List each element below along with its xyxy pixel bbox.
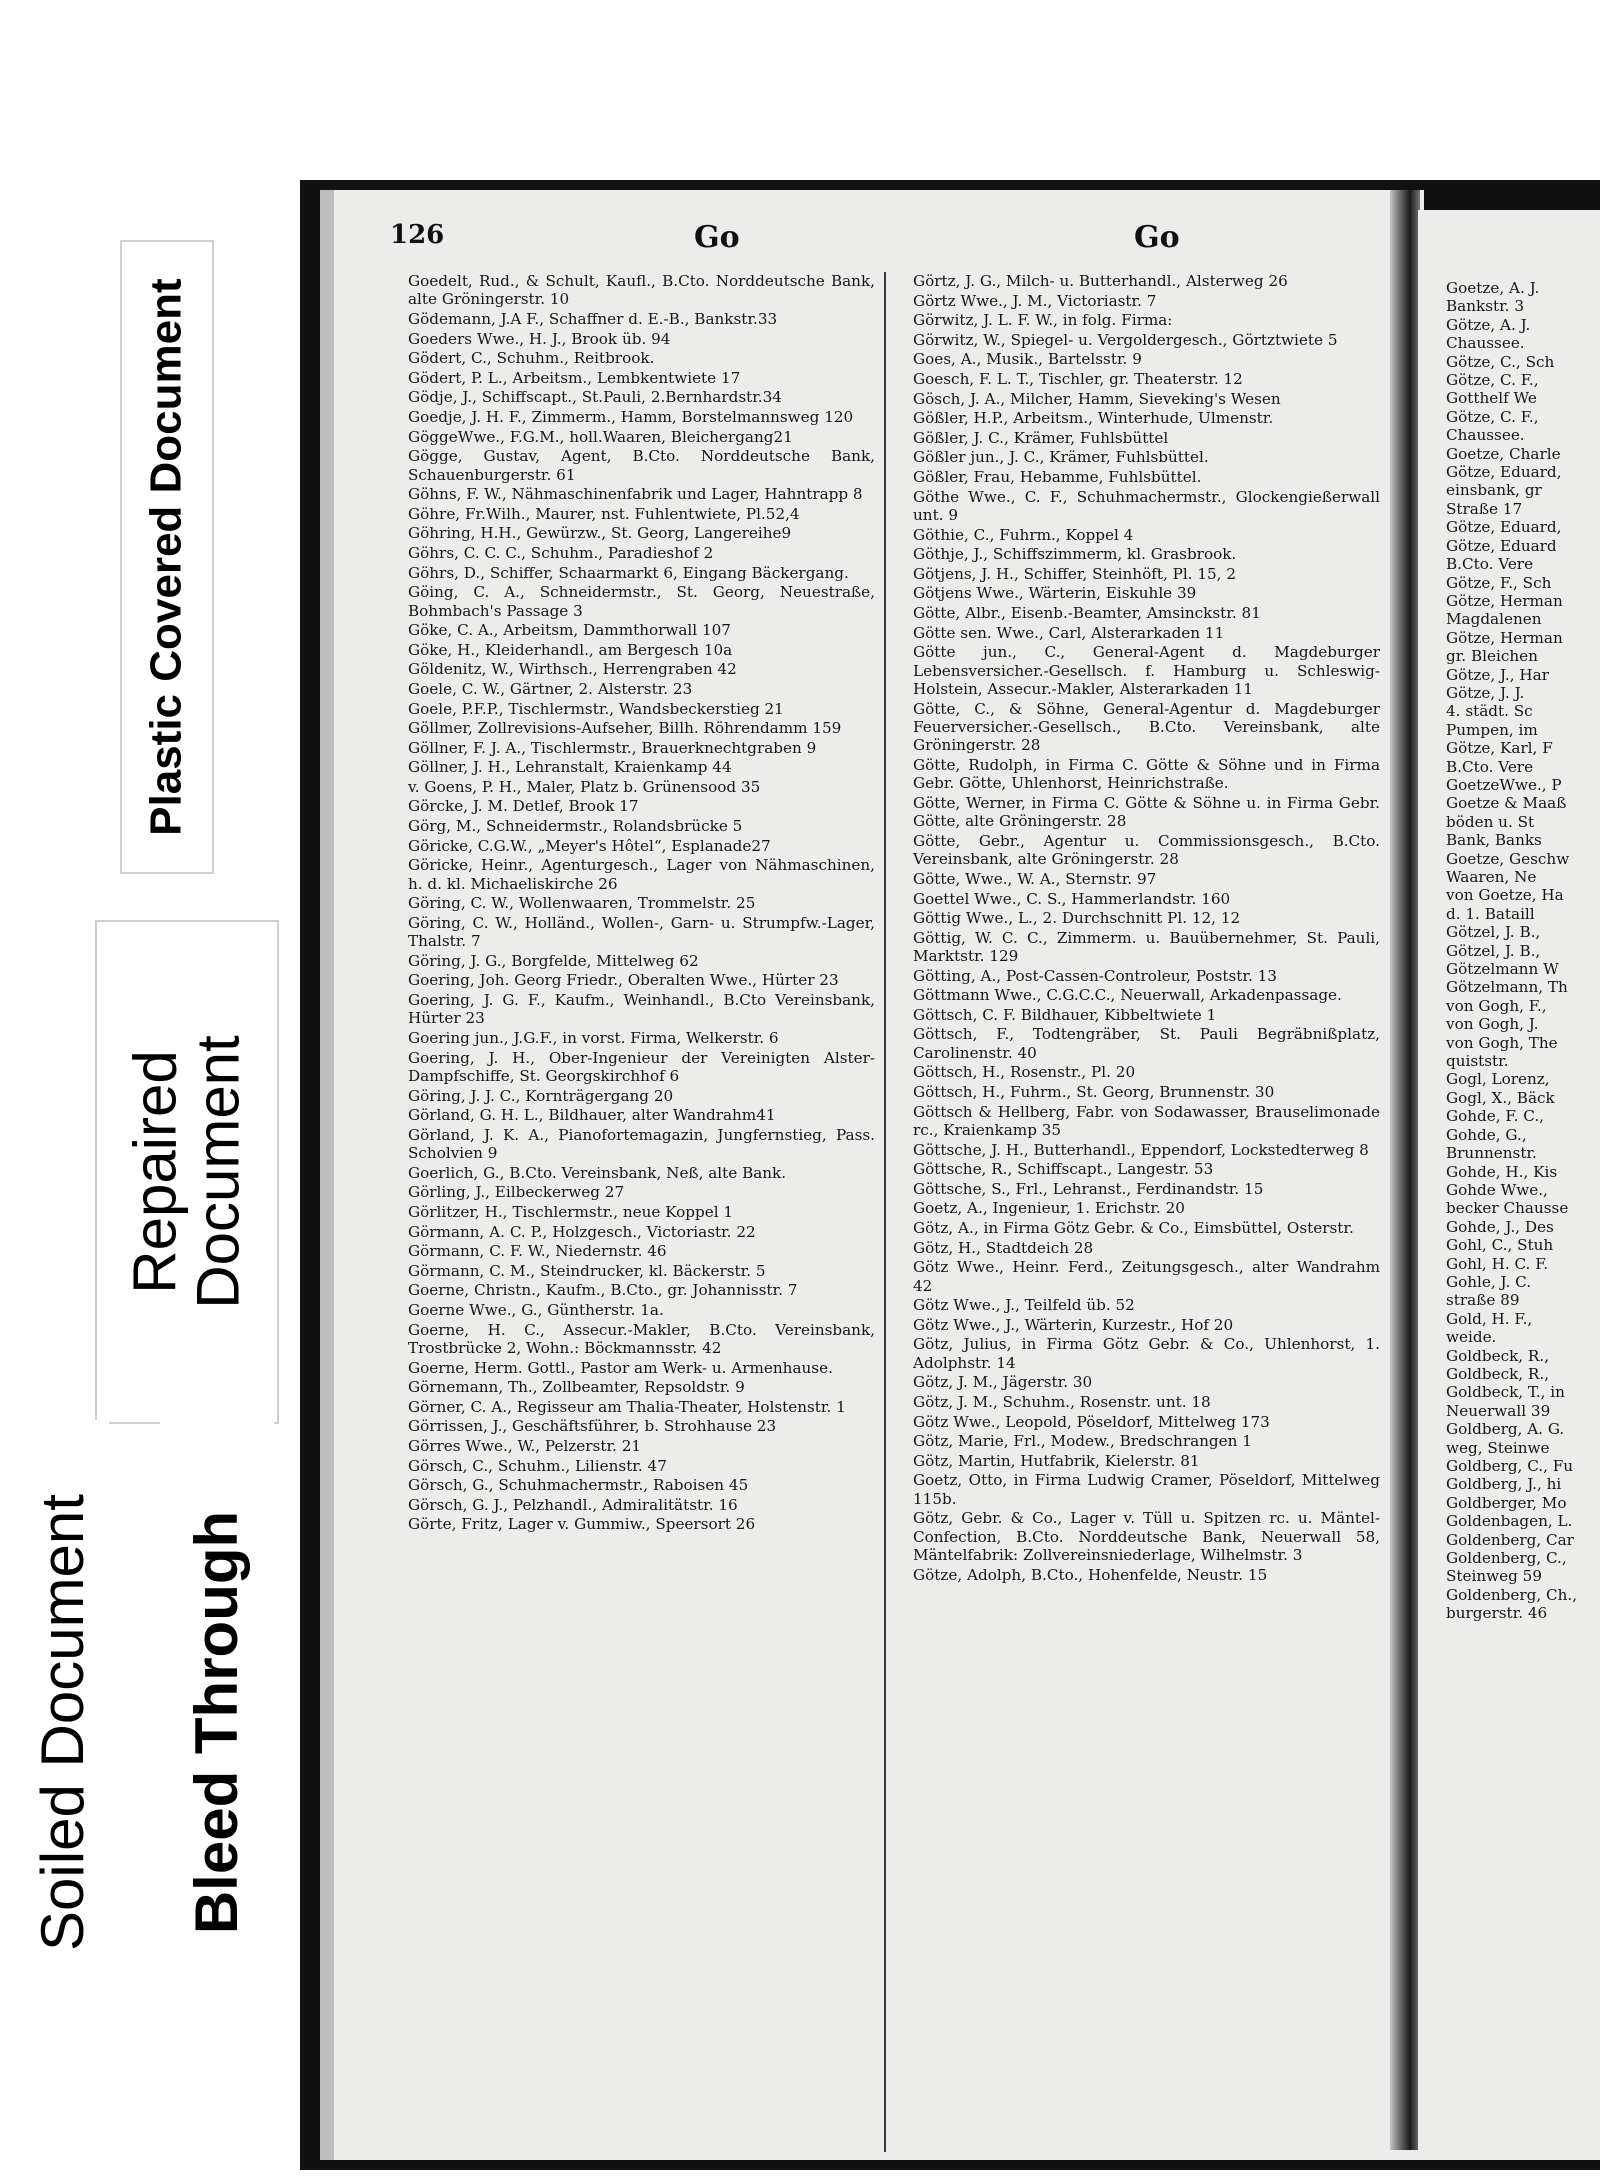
- directory-entry: Götze, C., Sch: [1446, 352, 1555, 371]
- directory-entry: Götze, F., Sch: [1446, 573, 1552, 592]
- directory-entry: Steinweg 59: [1446, 1567, 1542, 1586]
- directory-entry: d. 1. Bataill: [1446, 904, 1535, 923]
- column-divider: [884, 272, 886, 2152]
- directory-entry: von Gogh, F.,: [1446, 996, 1547, 1015]
- directory-entry: Görling, J., Eilbeckerweg 27: [408, 1183, 625, 1202]
- directory-entry: Göttig Wwe., L., 2. Durchschnitt Pl. 12, 12: [913, 909, 1241, 928]
- directory-entry: Götze, J. J.: [1446, 683, 1525, 702]
- directory-entry: Götze, Adolph, B.Cto., Hohenfelde, Neustr. 15: [913, 1565, 1268, 1584]
- directory-entry: Goes, A., Musik., Bartelsstr. 9: [913, 350, 1142, 369]
- directory-entry: böden u. St: [1446, 812, 1535, 831]
- directory-entry: becker Chausse: [1446, 1199, 1569, 1218]
- directory-entry: Görrissen, J., Geschäftsführer, b. Strohhause 23: [408, 1417, 777, 1436]
- directory-entry: weide.: [1446, 1328, 1497, 1347]
- directory-entry: Bank, Banks: [1446, 831, 1542, 850]
- directory-entry: Goldbeck, R.,: [1446, 1364, 1550, 1383]
- directory-entry: Götze, C. F.,: [1446, 407, 1539, 426]
- right-column-header: Go: [1134, 220, 1180, 255]
- book-gutter: [1390, 190, 1420, 2150]
- directory-entry: Götz, H., Stadtdeich 28: [913, 1238, 1094, 1257]
- soiled-text: Soiled Document: [28, 1493, 96, 1951]
- directory-entry: Görres Wwe., W., Pelzerstr. 21: [408, 1436, 642, 1455]
- directory-entry: Göttsch, F., Todtengräber, St. Pauli Begräbnißplatz, Carolinenstr. 40: [913, 1025, 1380, 1062]
- directory-entry: Götze, Eduard: [1446, 536, 1557, 555]
- directory-entry: Goetze, A. J.: [1446, 279, 1540, 297]
- soiled-label: [15, 1420, 109, 2024]
- directory-entry: Gögge, Gustav, Agent, B.Cto. Norddeutsche Bank, Schauenburgerstr. 61: [408, 447, 875, 484]
- directory-entry: Goedje, J. H. F., Zimmerm., Hamm, Borstelmannsweg 120: [408, 407, 854, 426]
- directory-entry: einsbank, gr: [1446, 481, 1542, 500]
- repaired-label: [95, 920, 279, 1424]
- directory-entry: Götze, Herman: [1446, 628, 1563, 647]
- directory-entry: Götz Wwe., J., Wärterin, Kurzestr., Hof 20: [913, 1315, 1234, 1334]
- directory-entry: Goerne Wwe., G., Güntherstr. 1a.: [408, 1300, 664, 1319]
- directory-entry: Göhring, H.H., Gewürzw., St. Georg, Langereihe9: [408, 524, 792, 543]
- directory-entry: Götz, A., in Firma Götz Gebr. & Co., Eimsbüttel, Osterstr.: [913, 1219, 1354, 1238]
- directory-entry: Gödje, J., Schiffscapt., St.Pauli, 2.Bernhardstr.34: [408, 388, 782, 407]
- directory-entry: Götze, Eduard,: [1446, 463, 1562, 482]
- directory-entry: Göing, C. A., Schneidermstr., St. Georg, Neuestraße, Bohmbach's Passage 3: [408, 583, 875, 620]
- directory-entry: Götz, Gebr. & Co., Lager v. Tüll u. Spitzen rc. u. Mäntel-Confection, B.Cto. Norddeutsche Bank, Neuerwall 58, Mäntelfabrik: Zollvereinsniederlage, Wilhelmstr. 3: [913, 1509, 1380, 1565]
- directory-entry: Goele, P.F.P., Tischlermstr., Wandsbeckerstieg 21: [408, 699, 784, 718]
- left-column-header: Go: [694, 220, 740, 255]
- directory-entry: B.Cto. Vere: [1446, 555, 1534, 574]
- directory-entry: Waaren, Ne: [1446, 868, 1537, 886]
- directory-entry: Göllner, J. H., Lehranstalt, Kraienkamp 44: [408, 758, 732, 777]
- directory-entry: Götz Wwe., Heinr. Ferd., Zeitungsgesch., alter Wandrahm 42: [913, 1258, 1380, 1295]
- directory-entry: Götz, Julius, in Firma Götz Gebr. & Co., Uhlenhorst, 1. Adolphstr. 14: [913, 1335, 1380, 1372]
- directory-entry: Göttsch, H., Fuhrm., St. Georg, Brunnenstr. 30: [913, 1083, 1275, 1102]
- directory-entry: Götze, Herman: [1446, 591, 1563, 610]
- directory-entry: Göttsche, S., Frl., Lehranst., Ferdinandstr. 15: [913, 1179, 1264, 1198]
- directory-entry: Gößler, J. C., Krämer, Fuhlsbüttel: [913, 428, 1169, 447]
- directory-entry: Goldenberg, C.,: [1446, 1549, 1567, 1568]
- directory-entry: Göring, J. G., Borgfelde, Mittelweg 62: [408, 951, 699, 970]
- directory-entry: Göllner, F. J. A., Tischlermstr., Brauerknechtgraben 9: [408, 738, 817, 757]
- directory-entry: Goering, J. H., Ober-Ingenieur der Vereinigten Alster-Dampfschiffe, St. Georgskirchhof 6: [408, 1048, 875, 1086]
- directory-entry: Görmann, C. M., Steindrucker, kl. Bäckerstr. 5: [408, 1261, 766, 1280]
- directory-entry: Göllmer, Zollrevisions-Aufseher, Billh. Röhrendamm 159: [408, 719, 842, 738]
- directory-entry: Göttsch, H., Rosenstr., Pl. 20: [913, 1063, 1136, 1082]
- directory-entry: Götz, J. M., Jägerstr. 30: [913, 1373, 1093, 1392]
- directory-entry: Goetze, Charle: [1446, 444, 1561, 463]
- directory-entry: Gohle, J. C.: [1446, 1272, 1532, 1291]
- directory-entry: Göldenitz, W., Wirthsch., Herrengraben 42: [408, 660, 737, 679]
- directory-entry: Goldberg, A. G.: [1446, 1420, 1565, 1439]
- directory-entry: Göttsche, R., Schiffscapt., Langestr. 53: [913, 1160, 1214, 1179]
- directory-entry: Göhrs, C. C. C., Schuhm., Paradieshof 2: [408, 543, 714, 562]
- directory-entry: Görmann, A. C. P., Holzgesch., Victoriastr. 22: [408, 1222, 756, 1241]
- repaired-text: [124, 1035, 250, 1308]
- directory-entry: Götze, Karl, F: [1446, 739, 1553, 758]
- directory-entry: Gößler jun., J. C., Krämer, Fuhlsbüttel.: [913, 448, 1209, 467]
- directory-entry: Gößler, Frau, Hebamme, Fuhlsbüttel.: [913, 467, 1202, 486]
- directory-entry: quiststr.: [1446, 1052, 1509, 1071]
- directory-entry: Göricke, C.G.W., „Meyer's Hôtel“, Esplanade27: [408, 836, 771, 855]
- directory-entry: Goering, Joh. Georg Friedr., Oberalten Wwe., Hürter 23: [408, 971, 839, 990]
- directory-entry: Göthje, J., Schiffszimmerm, kl. Grasbrook.: [913, 545, 1237, 564]
- directory-entry: Götjens Wwe., Wärterin, Eiskuhle 39: [913, 584, 1197, 603]
- directory-entry: von Goetze, Ha: [1446, 886, 1564, 905]
- directory-entry: Goldenberg, Car: [1446, 1530, 1574, 1549]
- directory-entry: Göhrs, D., Schiffer, Schaarmarkt 6, Eingang Bäckergang.: [408, 563, 849, 582]
- directory-entry: Gogl, Lorenz,: [1446, 1070, 1550, 1089]
- directory-entry: Göttsch & Hellberg, Fabr. von Sodawasser, Brauselimonade rc., Kraienkamp 35: [913, 1102, 1380, 1140]
- bleed-through-text: Bleed Through: [183, 1510, 251, 1934]
- right-column: [895, 272, 1380, 1585]
- directory-entry: Göring, C. W., Wollenwaaren, Trommelstr. 25: [408, 894, 756, 913]
- directory-entry: Goettel Wwe., C. S., Hammerlandstr. 160: [913, 889, 1231, 908]
- directory-entry: Gösch, J. A., Milcher, Hamm, Sieveking's Wesen: [913, 389, 1281, 408]
- directory-entry: Goeders Wwe., H. J., Brook üb. 94: [408, 329, 671, 348]
- directory-entry: Göttig, W. C. C., Zimmerm. u. Bauübernehmer, St. Pauli, Marktstr. 129: [913, 928, 1380, 966]
- directory-entry: Gohl, H. C. F.: [1446, 1254, 1549, 1273]
- directory-entry: Görland, G. H. L., Bildhauer, alter Wandrahm41: [408, 1106, 776, 1125]
- directory-entry: Göhns, F. W., Nähmaschinenfabrik und Lager, Hahntrapp 8: [408, 485, 863, 504]
- directory-entry: Goetz, A., Ingenieur, 1. Erichstr. 20: [913, 1199, 1185, 1218]
- directory-entry: Göke, H., Kleiderhandl., am Bergesch 10a: [408, 640, 733, 659]
- page-header: [374, 220, 1404, 270]
- directory-entry: Görtz, J. G., Milch- u. Butterhandl., Alsterweg 26: [913, 272, 1288, 290]
- directory-entry: Chaussee.: [1446, 334, 1525, 353]
- directory-entry: Göricke, Heinr., Agenturgesch., Lager von Nähmaschinen, h. d. kl. Michaeliskirche 26: [408, 856, 875, 893]
- directory-entry: Götzelmann W: [1446, 960, 1559, 979]
- directory-entry: Götzel, J. B.,: [1446, 923, 1541, 942]
- directory-entry: Gohde, G.,: [1446, 1125, 1527, 1144]
- directory-entry: v. Goens, P. H., Maler, Platz b. Grünensood 35: [408, 777, 761, 796]
- directory-entry: Görsch, G. J., Pelzhandl., Admiralitätstr. 16: [408, 1495, 738, 1514]
- directory-entry: Görtz Wwe., J. M., Victoriastr. 7: [913, 291, 1157, 310]
- directory-entry: Goele, C. W., Gärtner, 2. Alsterstr. 23: [408, 679, 693, 698]
- directory-entry: Görg, M., Schneidermstr., Rolandsbrücke 5: [408, 817, 743, 836]
- directory-entry: Brunnenstr.: [1446, 1144, 1537, 1163]
- directory-entry: Götz Wwe., J., Teilfeld üb. 52: [913, 1296, 1135, 1315]
- directory-entry: Götte, Werner, in Firma C. Götte & Söhne u. in Firma Gebr. Götte, alte Gröningerstr. 28: [913, 793, 1380, 831]
- directory-entry: burgerstr. 46: [1446, 1604, 1548, 1623]
- directory-entry: Görmann, C. F. W., Niedernstr. 46: [408, 1242, 667, 1261]
- directory-entry: Goetze, Geschw: [1446, 849, 1570, 868]
- directory-entry: Götze, J., Har: [1446, 665, 1549, 684]
- directory-entry: Görsch, C., Schuhm., Lilienstr. 47: [408, 1456, 667, 1475]
- directory-entry: Götze, A. J.: [1446, 315, 1531, 334]
- directory-entry: Götte, Wwe., W. A., Sternstr. 97: [913, 869, 1157, 888]
- directory-entry: Görsch, G., Schuhmachermstr., Raboisen 45: [408, 1476, 749, 1495]
- directory-entry: Goerne, H. C., Assecur.-Makler, B.Cto. Vereinsbank, Trostbrücke 2, Wohn.: Böckmannsstr. 42: [408, 1320, 875, 1357]
- directory-entry: Götze, Eduard,: [1446, 518, 1562, 537]
- directory-entry: Goldbeck, R.,: [1446, 1346, 1550, 1365]
- directory-columns: [370, 272, 1414, 2140]
- directory-entry: Goldberg, C., Fu: [1446, 1457, 1574, 1475]
- directory-entry: Göring, C. W., Holländ., Wollen-, Garn- u. Strumpfw.-Lager, Thalstr. 7: [408, 913, 875, 951]
- directory-entry: Götte, Rudolph, in Firma C. Götte & Söhne und in Firma Gebr. Götte, Uhlenhorst, Heinrichstraße.: [913, 755, 1380, 793]
- directory-entry: von Gogh, The: [1446, 1033, 1558, 1052]
- directory-entry: Gohde Wwe.,: [1446, 1180, 1548, 1199]
- directory-entry: Göttsch, C. F. Bildhauer, Kibbeltwiete 1: [913, 1005, 1217, 1024]
- directory-entry: Gohl, C., Stuh: [1446, 1236, 1554, 1255]
- directory-entry: Goering, J. G. F., Kaufm., Weinhandl., B.Cto Vereinsbank, Hürter 23: [408, 991, 875, 1028]
- directory-entry: Gogl, X., Bäck: [1446, 1088, 1555, 1107]
- directory-entry: Götzelmann, Th: [1446, 978, 1568, 997]
- directory-entry: weg, Steinwe: [1446, 1438, 1550, 1457]
- directory-entry: Götjens, J. H., Schiffer, Steinhöft, Pl. 15, 2: [913, 564, 1236, 583]
- directory-entry: Göthe Wwe., C. F., Schuhmachermstr., Glockengießerwall unt. 9: [913, 487, 1380, 524]
- repaired-line-1: Repaired: [122, 1050, 189, 1294]
- directory-entry: Goldenbagen, L.: [1446, 1512, 1573, 1531]
- directory-entry: Gödert, P. L., Arbeitsm., Lembkentwiete 17: [408, 368, 741, 387]
- directory-entry: Görland, J. K. A., Pianofortemagazin, Jungfernstieg, Pass. Scholvien 9: [408, 1125, 875, 1163]
- directory-entry: Görnemann, Th., Zollbeamter, Repsoldstr. 9: [408, 1378, 745, 1397]
- directory-entry: Gohde, F. C.,: [1446, 1107, 1544, 1126]
- directory-entry: Göttsche, J. H., Butterhandl., Eppendorf, Lockstedterweg 8: [913, 1140, 1369, 1159]
- directory-entry: Görlitzer, H., Tischlermstr., neue Koppel 1: [408, 1203, 734, 1221]
- next-page-column: [1428, 280, 1598, 1624]
- directory-entry: 4. städt. Sc: [1446, 702, 1533, 721]
- directory-entry: Goering jun., J.G.F., in vorst. Firma, Welkerstr. 6: [408, 1029, 779, 1048]
- directory-entry: Goldberg, J., hi: [1446, 1475, 1562, 1494]
- directory-entry: Neuerwall 39: [1446, 1401, 1551, 1420]
- directory-entry: Götte, C., & Söhne, General-Agentur d. Magdeburger Feuerversicher.-Gesellsch., B.Cto. Vereinsbank, alte Gröningerstr. 28: [913, 699, 1380, 755]
- directory-entry: Göke, C. A., Arbeitsm, Dammthorwall 107: [408, 621, 731, 640]
- left-column: [390, 272, 875, 1535]
- directory-entry: Goedelt, Rud., & Schult, Kaufl., B.Cto. Norddeutsche Bank, alte Gröningerstr. 10: [408, 272, 875, 309]
- directory-entry: B.Cto. Vere: [1446, 757, 1534, 776]
- directory-entry: Gößler, H.P., Arbeitsm., Winterhude, Ulmenstr.: [913, 409, 1274, 428]
- directory-entry: von Gogh, J.: [1446, 1015, 1539, 1034]
- directory-entry: Görwitz, W., Spiegel- u. Vergoldergesch., Görtztwiete 5: [913, 330, 1338, 349]
- directory-entry: Götz, J. M., Schuhm., Rosenstr. unt. 18: [913, 1393, 1211, 1411]
- bleed-through-label: [160, 1420, 274, 2024]
- directory-entry: Götz, Martin, Hutfabrik, Kielerstr. 81: [913, 1451, 1200, 1470]
- directory-entry: Gödert, C., Schuhm., Reitbrook.: [408, 349, 655, 368]
- directory-entry: Gohde, J., Des: [1446, 1217, 1554, 1236]
- directory-entry: gr. Bleichen: [1446, 647, 1538, 666]
- directory-entry: Göttmann Wwe., C.G.C.C., Neuerwall, Arkadenpassage.: [913, 986, 1342, 1005]
- directory-entry: Götte sen. Wwe., Carl, Alsterarkaden 11: [913, 623, 1225, 642]
- directory-entry: Goerlich, G., B.Cto. Vereinsbank, Neß, alte Bank.: [408, 1163, 787, 1182]
- directory-entry: straße 89: [1446, 1291, 1520, 1310]
- directory-entry: Gold, H. F.,: [1446, 1309, 1533, 1328]
- directory-entry: Chaussee.: [1446, 426, 1525, 445]
- directory-entry: Götzel, J. B.,: [1446, 941, 1541, 960]
- directory-entry: Görte, Fritz, Lager v. Gummiw., Speersort 26: [408, 1515, 756, 1534]
- directory-entry: GöggeWwe., F.G.M., holl.Waaren, Bleichergang21: [408, 427, 793, 446]
- directory-entry: Goldenberg, Ch.,: [1446, 1585, 1578, 1604]
- plastic-covered-label: [120, 240, 214, 874]
- page-number: 126: [390, 220, 445, 250]
- directory-entry: Götte jun., C., General-Agent d. Magdeburger Lebensversicher.-Gesellsch. f. Hamburg u. Schleswig-Holstein, Assecur.-Makler, Alsterarkaden 11: [913, 643, 1380, 698]
- directory-entry: Götte, Albr., Eisenb.-Beamter, Amsinckstr. 81: [913, 603, 1261, 622]
- directory-entry: Goerne, Christn., Kaufm., B.Cto., gr. Johannisstr. 7: [408, 1281, 798, 1300]
- repaired-line-2: Document: [185, 1035, 252, 1309]
- directory-entry: Göhre, Fr.Wilh., Maurer, nst. Fuhlentwiete, Pl.52,4: [408, 504, 800, 523]
- directory-entry: Goldberger, Mo: [1446, 1493, 1567, 1512]
- directory-page: [320, 190, 1424, 2160]
- directory-entry: Göthie, C., Fuhrm., Koppel 4: [913, 525, 1134, 544]
- directory-entry: Görner, C. A., Regisseur am Thalia-Theater, Holstenstr. 1: [408, 1397, 846, 1416]
- next-page-edge: [1418, 210, 1600, 2160]
- directory-entry: Gödemann, J.A F., Schaffner d. E.-B., Bankstr.33: [408, 310, 778, 328]
- directory-entry: Goetz, Otto, in Firma Ludwig Cramer, Pöseldorf, Mittelweg 115b.: [913, 1471, 1380, 1508]
- directory-entry: Goerne, Herm. Gottl., Pastor am Werk- u. Armenhause.: [408, 1358, 833, 1377]
- directory-entry: Görcke, J. M. Detlef, Brook 17: [408, 797, 639, 816]
- directory-entry: Gotthelf We: [1446, 389, 1537, 408]
- directory-entry: Götte, Gebr., Agentur u. Commissionsgesch., B.Cto. Vereinsbank, alte Gröningerstr. 28: [913, 831, 1380, 869]
- directory-entry: Goesch, F. L. T., Tischler, gr. Theaterstr. 12: [913, 369, 1243, 388]
- directory-entry: Straße 17: [1446, 499, 1523, 518]
- directory-entry: Götting, A., Post-Cassen-Controleur, Poststr. 13: [913, 966, 1277, 985]
- directory-entry: GoetzeWwe., P: [1446, 775, 1562, 794]
- directory-entry: Götz Wwe., Leopold, Pöseldorf, Mittelweg 173: [913, 1412, 1270, 1431]
- directory-entry: Magdalenen: [1446, 610, 1542, 629]
- directory-entry: Pumpen, im: [1446, 720, 1538, 739]
- directory-entry: Bankstr. 3: [1446, 297, 1525, 316]
- directory-entry: Goldbeck, T., in: [1446, 1383, 1565, 1402]
- directory-entry: Goetze & Maaß: [1446, 794, 1567, 813]
- scanned-document: [300, 180, 1600, 2170]
- directory-entry: Görwitz, J. L. F. W., in folg. Firma:: [913, 311, 1173, 330]
- directory-entry: Gohde, H., Kis: [1446, 1162, 1558, 1181]
- directory-entry: Götz, Marie, Frl., Modew., Bredschrangen 1: [913, 1432, 1252, 1451]
- directory-entry: Götze, C. F.,: [1446, 371, 1539, 390]
- plastic-covered-text: Plastic Covered Document: [141, 278, 191, 836]
- directory-entry: Göring, J. J. C., Kornträgergang 20: [408, 1086, 674, 1105]
